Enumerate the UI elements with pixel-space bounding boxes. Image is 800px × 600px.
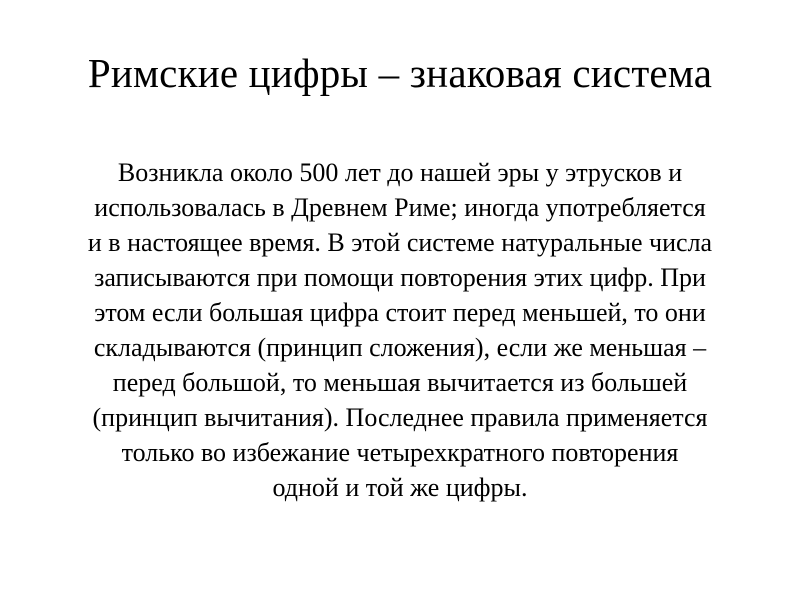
body-line: Возникла около 500 лет до нашей эры у этрусков и — [117, 158, 683, 187]
body-line: этом если большая цифра стоит перед меньшей, то они — [94, 298, 706, 327]
body-line: одной и той же цифры. — [272, 473, 528, 502]
slide-body — [20, 155, 780, 505]
body-line: и в настоящее время. В этой системе натуральные числа — [87, 228, 713, 257]
slide-title: Римские цифры – знаковая система — [87, 50, 713, 96]
body-line: записываются при помощи повторения этих цифр. При — [94, 263, 706, 292]
body-line: перед большой, то меньшая вычитается из большей — [112, 368, 688, 397]
body-line: только во избежание четырехкратного повторения — [121, 438, 679, 467]
body-line: (принцип вычитания). Последнее правила применяется — [92, 403, 708, 432]
body-line: использовалась в Древнем Риме; иногда употребляется — [94, 193, 706, 222]
body-line: складываются (принцип сложения), если же меньшая – — [93, 333, 707, 362]
